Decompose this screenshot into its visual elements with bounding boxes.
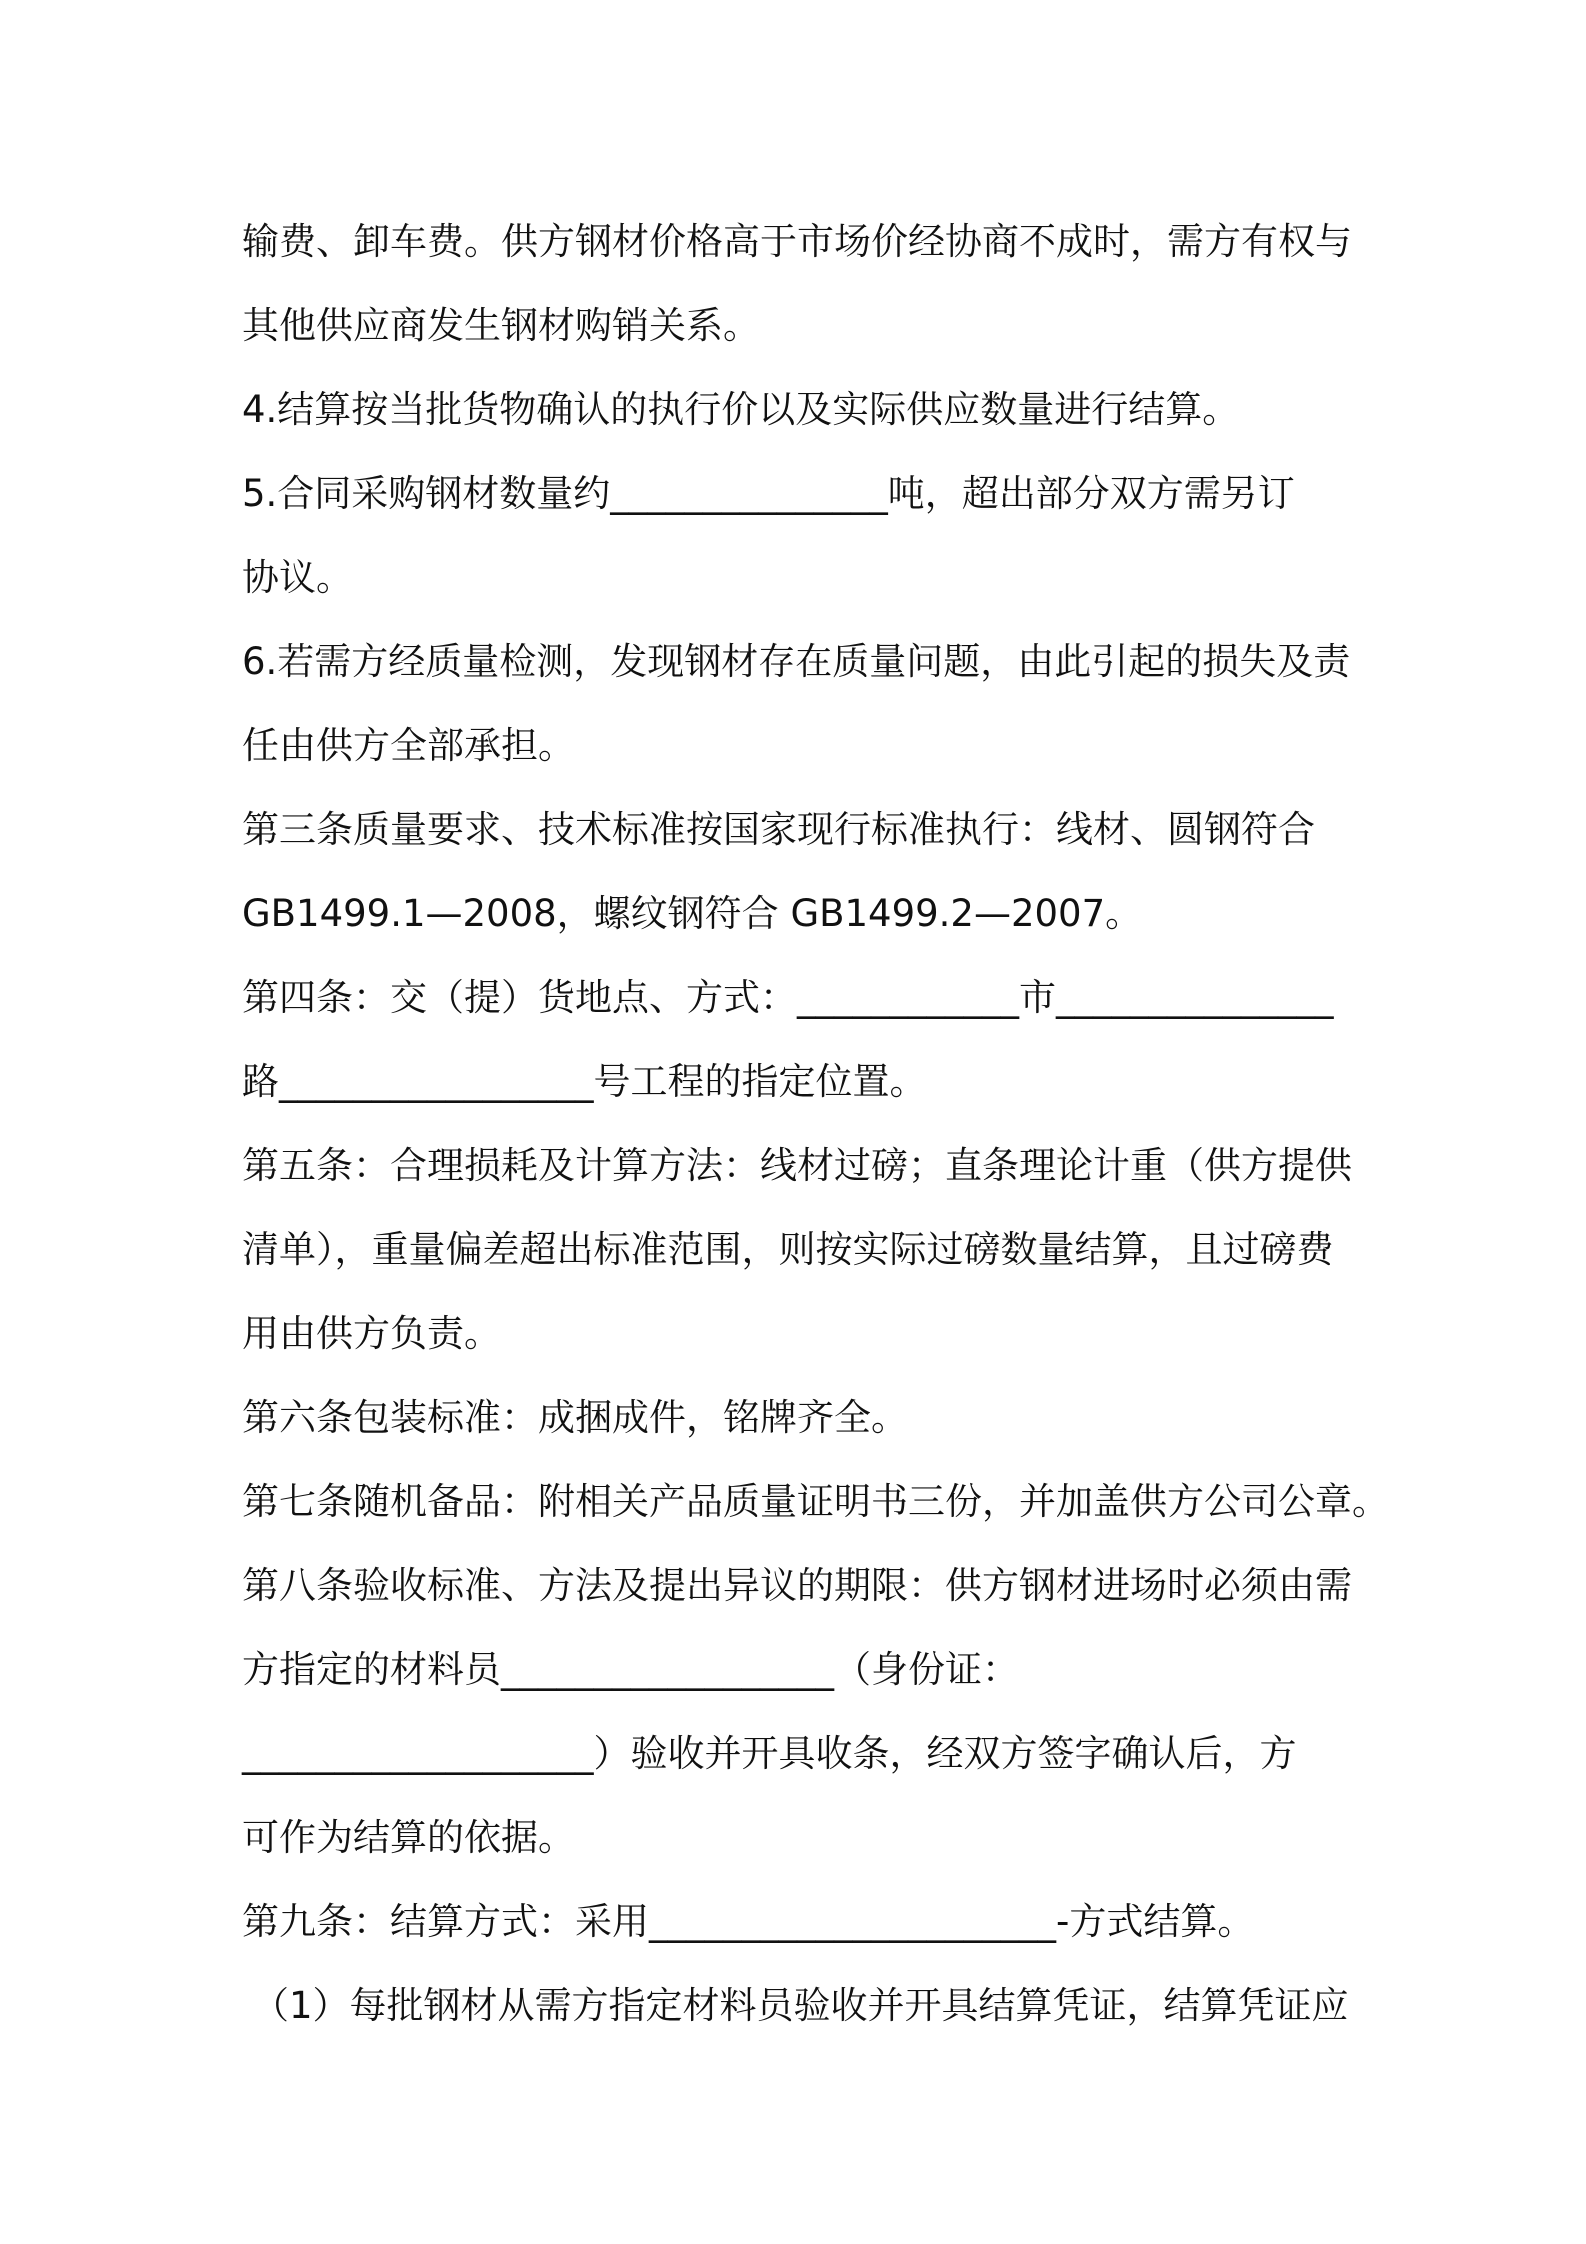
text-line: 5.合同采购钢材数量约_______________吨，超出部分双方需另订 xyxy=(242,472,1295,515)
text-line: 4.结算按当批货物确认的执行价以及实际供应数量进行结算。 xyxy=(242,388,1240,431)
text-line: 第九条：结算方式：采用______________________-方式结算。 xyxy=(242,1900,1255,1943)
text-line: 6.若需方经质量检测，发现钢材存在质量问题，由此引起的损失及责 xyxy=(242,640,1351,683)
text-line: 第四条：交（提）货地点、方式：____________市_______________ xyxy=(242,976,1334,1019)
text-line: 用由供方负责。 xyxy=(242,1312,501,1355)
text-line: GB1499.1—2008，螺纹钢符合 GB1499.2—2007。 xyxy=(242,892,1143,935)
text-line: 第八条验收标准、方法及提出异议的期限：供方钢材进场时必须由需 xyxy=(242,1564,1352,1607)
text-line: 第三条质量要求、技术标准按国家现行标准执行：线材、圆钢符合 xyxy=(242,808,1315,851)
text-line: 可作为结算的依据。 xyxy=(242,1816,575,1859)
text-line: 输费、卸车费。供方钢材价格高于市场价经协商不成时，需方有权与 xyxy=(242,220,1352,263)
text-line: 方指定的材料员__________________（身份证： xyxy=(242,1648,1019,1691)
text-line: 任由供方全部承担。 xyxy=(242,724,575,767)
text-line: ___________________）验收并开具收条，经双方签字确认后，方 xyxy=(242,1732,1297,1775)
text-line: 第六条包装标准：成捆成件，铭牌齐全。 xyxy=(242,1396,908,1439)
text-line: （1）每批钢材从需方指定材料员验收并开具结算凭证，结算凭证应 xyxy=(252,1984,1349,2027)
text-line: 路_________________号工程的指定位置。 xyxy=(242,1060,927,1103)
text-line: 协议。 xyxy=(242,556,353,599)
text-line: 第五条：合理损耗及计算方法：线材过磅；直条理论计重（供方提供 xyxy=(242,1144,1352,1187)
text-line: 清单），重量偏差超出标准范围，则按实际过磅数量结算，且过磅费 xyxy=(242,1228,1334,1271)
text-line: 其他供应商发生钢材购销关系。 xyxy=(242,304,760,347)
text-line: 第七条随机备品：附相关产品质量证明书三份，并加盖供方公司公章。 xyxy=(242,1480,1389,1523)
document-body xyxy=(242,200,1389,2048)
